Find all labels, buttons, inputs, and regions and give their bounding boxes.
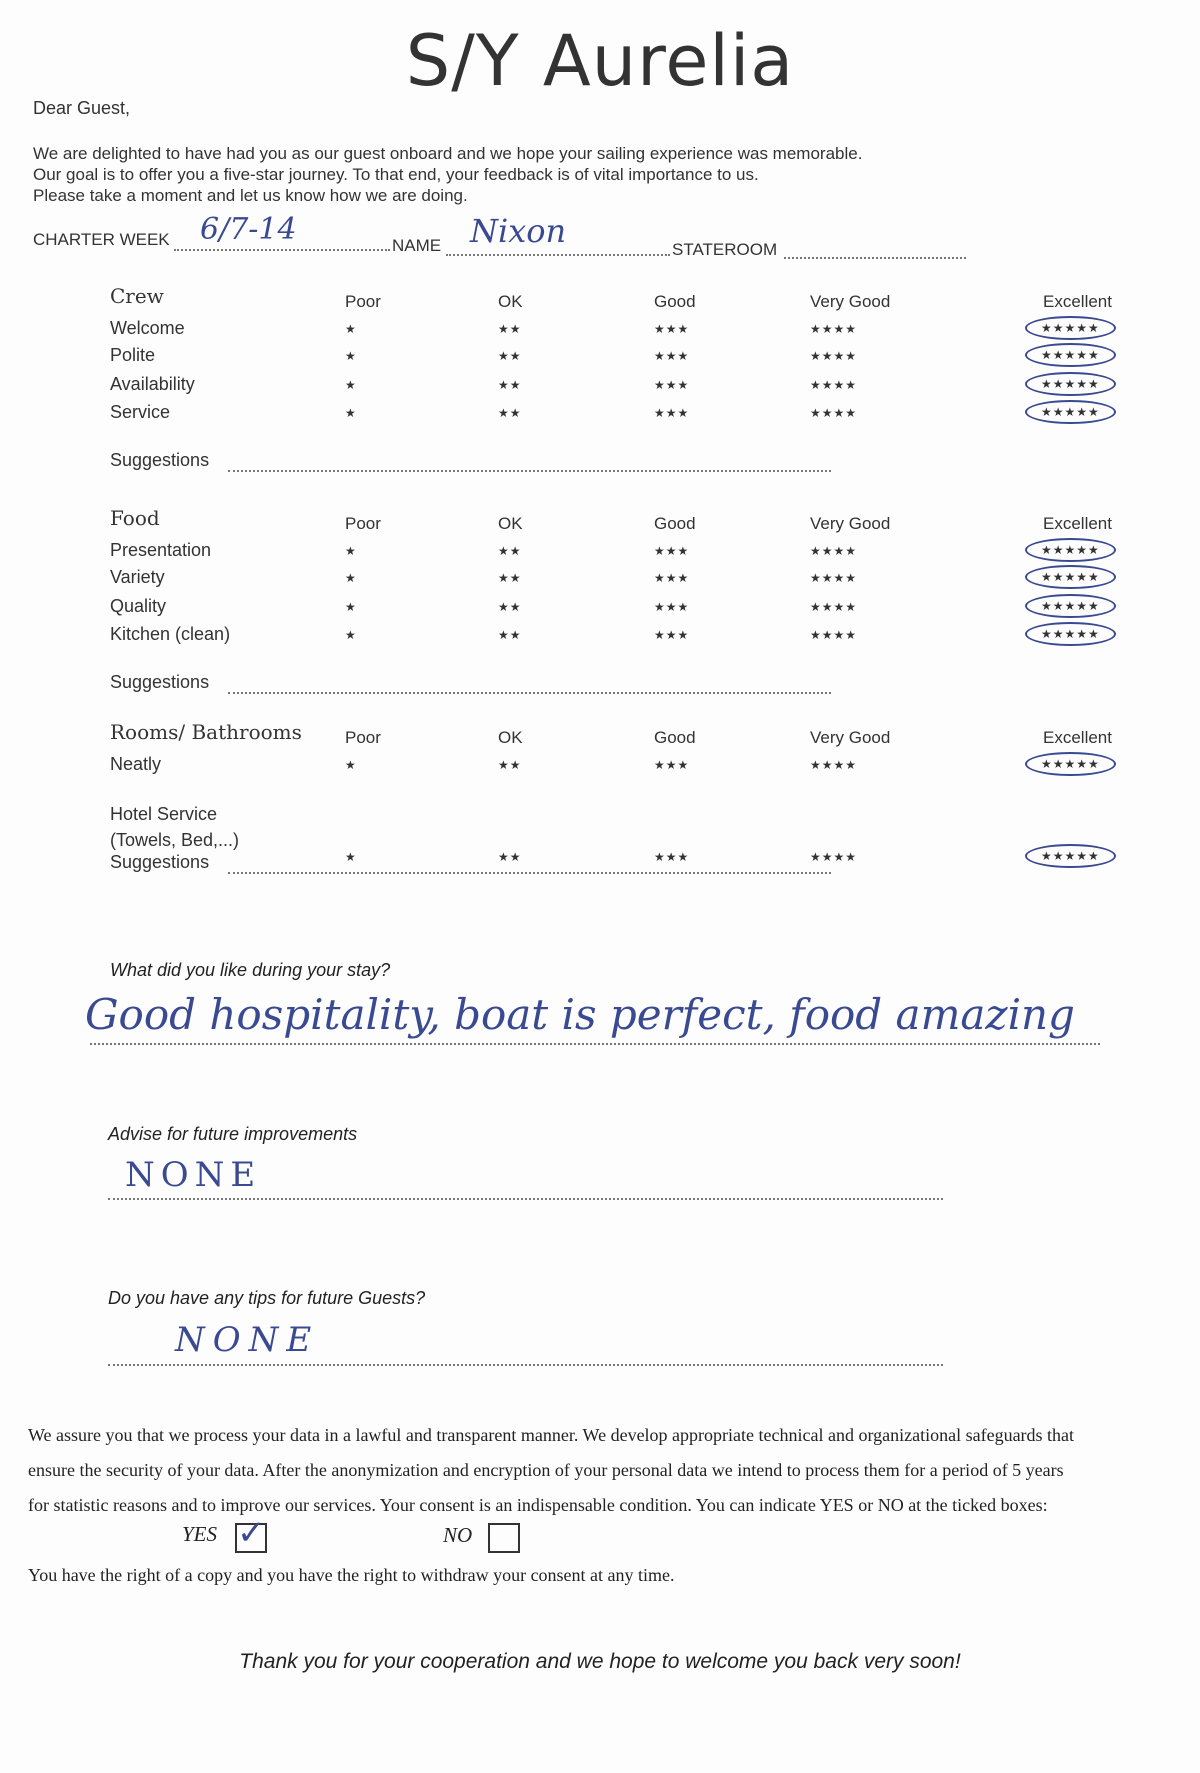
rating-option-selected[interactable]: ★★★★★ bbox=[1025, 752, 1116, 776]
rating-option-poor[interactable]: ★ bbox=[345, 349, 357, 363]
suggestions-input[interactable] bbox=[228, 872, 831, 874]
rating-option-good[interactable]: ★★★ bbox=[654, 571, 690, 585]
rating-row-label: Hotel Service bbox=[110, 804, 218, 824]
charter-week-line bbox=[174, 249, 390, 251]
improve-answer[interactable]: NONE bbox=[125, 1155, 262, 1195]
yes-checkbox[interactable] bbox=[235, 1513, 267, 1558]
name-line bbox=[446, 254, 670, 256]
rating-option-ok[interactable]: ★★ bbox=[498, 628, 522, 642]
name-label: NAME bbox=[392, 236, 442, 255]
rating-option-poor[interactable]: ★ bbox=[345, 600, 357, 614]
no-label: NO bbox=[443, 1523, 473, 1547]
column-header: OK bbox=[498, 514, 523, 533]
privacy-notice bbox=[28, 1418, 1173, 1523]
rating-row-label: Polite bbox=[110, 345, 156, 365]
column-header: OK bbox=[498, 728, 523, 747]
rating-option-good[interactable]: ★★★ bbox=[654, 600, 690, 614]
suggestions-label: Suggestions bbox=[110, 450, 210, 470]
rating-option-very-good[interactable]: ★★★★ bbox=[810, 406, 858, 420]
rating-option-good[interactable]: ★★★ bbox=[654, 349, 690, 363]
rating-option-good[interactable]: ★★★ bbox=[654, 406, 690, 420]
rating-option-selected[interactable]: ★★★★★ bbox=[1025, 400, 1116, 424]
thank-you-message: Thank you for your cooperation and we hope to welcome you back very soon! bbox=[239, 1650, 961, 1673]
no-box bbox=[488, 1523, 520, 1553]
rating-option-very-good[interactable]: ★★★★ bbox=[810, 378, 858, 392]
rating-option-poor[interactable]: ★ bbox=[345, 758, 357, 772]
column-header: Excellent bbox=[1043, 514, 1112, 533]
stateroom-field[interactable] bbox=[784, 257, 966, 259]
rating-option-poor[interactable]: ★ bbox=[345, 406, 357, 420]
liked-question: What did you like during your stay? bbox=[110, 960, 391, 980]
rating-option-very-good[interactable]: ★★★★ bbox=[810, 628, 858, 642]
rating-option-very-good[interactable]: ★★★★ bbox=[810, 571, 858, 585]
privacy-line: for statistic reasons and to improve our services. Your consent is an indispensable condition. You can indicate YES or NO at the ticked boxes: bbox=[28, 1495, 1048, 1515]
tips-question: Do you have any tips for future Guests? bbox=[108, 1288, 426, 1308]
suggestions-label: Suggestions bbox=[110, 672, 210, 692]
liked-line bbox=[90, 1043, 1100, 1045]
intro-line: Our goal is to offer you a five-star journey. To that end, your feedback is of vital importance to us. bbox=[33, 165, 759, 184]
no-checkbox[interactable] bbox=[488, 1523, 520, 1558]
column-header: Excellent bbox=[1043, 292, 1112, 311]
charter-week-label: CHARTER WEEK bbox=[33, 230, 170, 249]
intro-text bbox=[33, 143, 1033, 206]
improve-question: Advise for future improvements bbox=[108, 1124, 358, 1144]
column-header: Poor bbox=[345, 514, 381, 533]
rating-option-good[interactable]: ★★★ bbox=[654, 758, 690, 772]
column-header: Very Good bbox=[810, 292, 891, 311]
section-title: Rooms/ Bathrooms bbox=[110, 720, 302, 744]
column-header: Good bbox=[654, 728, 696, 747]
rating-option-selected[interactable]: ★★★★★ bbox=[1025, 622, 1116, 646]
greeting: Dear Guest, bbox=[33, 98, 131, 118]
rating-option-good[interactable]: ★★★ bbox=[654, 628, 690, 642]
rating-option-ok[interactable]: ★★ bbox=[498, 378, 522, 392]
liked-answer[interactable]: Good hospitality, boat is perfect, food amazing bbox=[85, 990, 1075, 1039]
suggestions-input[interactable] bbox=[228, 692, 831, 694]
column-header: Poor bbox=[345, 292, 381, 311]
rating-option-selected[interactable]: ★★★★★ bbox=[1025, 844, 1116, 868]
column-header: Very Good bbox=[810, 514, 891, 533]
name-field[interactable]: Nixon bbox=[470, 212, 567, 250]
column-header: Very Good bbox=[810, 728, 891, 747]
rating-option-poor[interactable]: ★ bbox=[345, 850, 357, 864]
rating-option-poor[interactable]: ★ bbox=[345, 322, 357, 336]
yes-label: YES bbox=[182, 1522, 218, 1546]
yes-box bbox=[235, 1513, 267, 1553]
rating-option-ok[interactable]: ★★ bbox=[498, 406, 522, 420]
rating-option-selected[interactable]: ★★★★★ bbox=[1025, 372, 1116, 396]
intro-line: We are delighted to have had you as our guest onboard and we hope your sailing experience was memorable. bbox=[33, 144, 863, 163]
rating-option-very-good[interactable]: ★★★★ bbox=[810, 322, 858, 336]
rating-option-ok[interactable]: ★★ bbox=[498, 544, 522, 558]
rating-option-ok[interactable]: ★★ bbox=[498, 322, 522, 336]
rating-option-very-good[interactable]: ★★★★ bbox=[810, 349, 858, 363]
privacy-line: ensure the security of your data. After the anonymization and encryption of your personal data we intend to process them for a period of 5 years bbox=[28, 1460, 1064, 1480]
rating-option-selected[interactable]: ★★★★★ bbox=[1025, 565, 1116, 589]
rating-row-label: Neatly bbox=[110, 754, 162, 774]
column-header: Excellent bbox=[1043, 728, 1112, 747]
rating-row-label: Welcome bbox=[110, 318, 185, 338]
rating-row-sublabel: (Towels, Bed,...) bbox=[110, 830, 240, 850]
rating-option-very-good[interactable]: ★★★★ bbox=[810, 600, 858, 614]
intro-line: Please take a moment and let us know how we are doing. bbox=[33, 186, 468, 205]
section-title: Crew bbox=[110, 284, 164, 308]
improve-line bbox=[108, 1198, 943, 1200]
rating-option-good[interactable]: ★★★ bbox=[654, 544, 690, 558]
rating-option-poor[interactable]: ★ bbox=[345, 571, 357, 585]
rating-row-label: Variety bbox=[110, 567, 165, 587]
rating-option-ok[interactable]: ★★ bbox=[498, 349, 522, 363]
suggestions-input[interactable] bbox=[228, 470, 831, 472]
rating-row-label: Availability bbox=[110, 374, 195, 394]
rating-option-poor[interactable]: ★ bbox=[345, 378, 357, 392]
rating-row-label: Presentation bbox=[110, 540, 212, 560]
privacy-line: We assure you that we process your data in a lawful and transparent manner. We develop appropriate technical and organizational safeguards that bbox=[28, 1425, 1075, 1445]
stateroom-label: STATEROOM bbox=[672, 240, 778, 259]
rating-option-selected[interactable]: ★★★★★ bbox=[1025, 538, 1116, 562]
tips-line bbox=[108, 1364, 943, 1366]
page-title: S/Y Aurelia bbox=[405, 20, 795, 102]
rating-option-ok[interactable]: ★★ bbox=[498, 600, 522, 614]
suggestions-label: Suggestions bbox=[110, 852, 210, 872]
rating-option-good[interactable]: ★★★ bbox=[654, 378, 690, 392]
tips-answer[interactable]: NONE bbox=[175, 1320, 320, 1360]
withdraw-notice: You have the right of a copy and you have the right to withdraw your consent at any time. bbox=[28, 1565, 675, 1585]
rating-option-very-good[interactable]: ★★★★ bbox=[810, 758, 858, 772]
rating-option-poor[interactable]: ★ bbox=[345, 544, 357, 558]
section-title: Food bbox=[110, 506, 160, 530]
rating-option-good[interactable]: ★★★ bbox=[654, 850, 690, 864]
rating-option-ok[interactable]: ★★ bbox=[498, 758, 522, 772]
rating-row-label: Service bbox=[110, 402, 171, 422]
rating-option-ok[interactable]: ★★ bbox=[498, 571, 522, 585]
rating-option-selected[interactable]: ★★★★★ bbox=[1025, 316, 1116, 340]
rating-row-label: Kitchen (clean) bbox=[110, 624, 231, 644]
check-icon: ✓ bbox=[237, 1513, 266, 1553]
rating-option-selected[interactable]: ★★★★★ bbox=[1025, 343, 1116, 367]
column-header: Good bbox=[654, 514, 696, 533]
column-header: Poor bbox=[345, 728, 381, 747]
rating-option-very-good[interactable]: ★★★★ bbox=[810, 544, 858, 558]
rating-option-very-good[interactable]: ★★★★ bbox=[810, 850, 858, 864]
rating-option-ok[interactable]: ★★ bbox=[498, 850, 522, 864]
column-header: Good bbox=[654, 292, 696, 311]
rating-row-label: Quality bbox=[110, 596, 167, 616]
column-header: OK bbox=[498, 292, 523, 311]
charter-week-field[interactable]: 6/7-14 bbox=[200, 212, 297, 247]
rating-option-selected[interactable]: ★★★★★ bbox=[1025, 594, 1116, 618]
rating-option-good[interactable]: ★★★ bbox=[654, 322, 690, 336]
rating-option-poor[interactable]: ★ bbox=[345, 628, 357, 642]
